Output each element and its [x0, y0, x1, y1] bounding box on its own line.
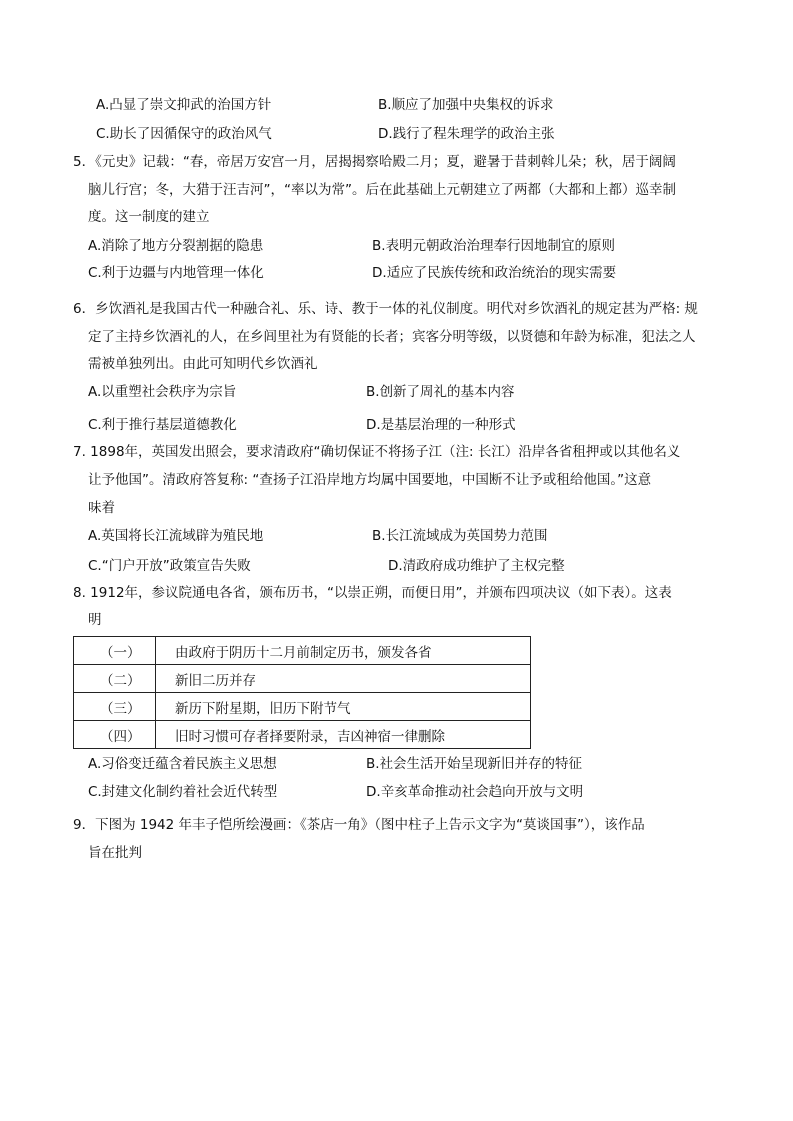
table-row-text: 由政府于阴历十二月前制定历书，颁发各省: [156, 637, 531, 665]
table-row: [74, 721, 531, 749]
table-row-number: （一）: [74, 637, 156, 665]
q5-stem-line-3: 度。这一制度的建立: [88, 209, 210, 225]
q7-option-c: C.“门户开放”政策宣告失败: [88, 558, 251, 574]
q4-option-a: A.凸显了崇文抑武的治国方针: [96, 97, 272, 113]
q6-option-c: C.利于推行基层道德教化: [88, 417, 237, 433]
q8-option-a: A.习俗变迁蕴含着民族主义思想: [88, 756, 277, 772]
q4-option-d: D.践行了程朱理学的政治主张: [378, 126, 555, 142]
q7-stem-line-1: 7. 1898年，英国发出照会，要求清政府“确切保证不将扬子江（注: 长江）沿岸各省租押或以其他名义: [73, 444, 681, 460]
q6-option-d: D.是基层治理的一种形式: [366, 417, 516, 433]
q5-option-b: B.表明元朝政治治理奉行因地制宜的原则: [372, 238, 616, 254]
table-row-text: 新历下附星期，旧历下附节气: [156, 693, 531, 721]
q7-stem-line-2: 让予他国”。清政府答复称: “查扬子江沿岸地方均属中国要地，中国断不让予或租给他国。”这意: [88, 472, 652, 488]
table-row-number: （三）: [74, 693, 156, 721]
q6-stem-line-2: 定了主持乡饮酒礼的人，在乡闾里社为有贤能的长者；宾客分明等级，以贤德和年龄为标准，犯法之人: [88, 329, 696, 345]
q6-stem-line-1: 6．乡饮酒礼是我国古代一种融合礼、乐、诗、教于一体的礼仪制度。明代对乡饮酒礼的规定甚为严格: 规: [73, 301, 698, 317]
q5-stem-line-2: 脑儿行宫；冬，大猎于汪吉河”，“率以为常”。后在此基础上元朝建立了两都（大都和上都）巡幸制: [88, 182, 676, 198]
q8-stem-line-2: 明: [88, 612, 102, 628]
q7-option-a: A.英国将长江流域辟为殖民地: [88, 528, 264, 544]
q8-resolutions-table: [73, 636, 531, 749]
q6-option-a: A.以重塑社会秩序为宗旨: [88, 384, 237, 400]
q6-stem-line-3: 需被单独列出。由此可知明代乡饮酒礼: [88, 356, 318, 372]
q4-option-c: C.助长了因循保守的政治风气: [96, 126, 272, 142]
q5-option-c: C.利于边疆与内地管理一体化: [88, 265, 264, 281]
table-row-text: 旧时习惯可存者择要附录，吉凶神宿一律删除: [156, 721, 531, 749]
table-row-text: 新旧二历并存: [156, 665, 531, 693]
q8-option-d: D.辛亥革命推动社会趋向开放与文明: [366, 784, 584, 800]
table-row-number: （二）: [74, 665, 156, 693]
q7-option-b: B.长江流域成为英国势力范围: [372, 528, 548, 544]
table-row: [74, 665, 531, 693]
q5-option-a: A.消除了地方分裂割据的隐患: [88, 238, 264, 254]
table-row: [74, 693, 531, 721]
q8-option-c: C.封建文化制约着社会近代转型: [88, 784, 278, 800]
q7-option-d: D.清政府成功维护了主权完整: [388, 558, 565, 574]
q7-stem-line-3: 味着: [88, 500, 115, 516]
table-row-number: （四）: [74, 721, 156, 749]
q8-option-b: B.社会生活开始呈现新旧并存的特征: [366, 756, 583, 772]
q8-stem-line-1: 8. 1912年，参议院通电各省，颁布历书，“以崇正朔，而便日用”，并颁布四项决议（如下表）。这表: [73, 585, 672, 601]
q4-option-b: B.顺应了加强中央集权的诉求: [378, 97, 554, 113]
q5-option-d: D.适应了民族传统和政治统治的现实需要: [372, 265, 617, 281]
q6-option-b: B.创新了周礼的基本内容: [366, 384, 515, 400]
table-row: [74, 637, 531, 665]
q9-stem-line-1: 9．下图为 1942 年丰子恺所绘漫画：《茶店一角》（图中柱子上告示文字为“莫谈国事”），该作品: [73, 817, 645, 833]
q5-stem-line-1: 5．《元史》记载：“春，帝居万安宫一月，居揭揭察哈殿二月；夏，避暑于昔刺斡儿朵；秋，居于阔阔: [73, 154, 676, 170]
q9-stem-line-2: 旨在批判: [88, 845, 142, 861]
